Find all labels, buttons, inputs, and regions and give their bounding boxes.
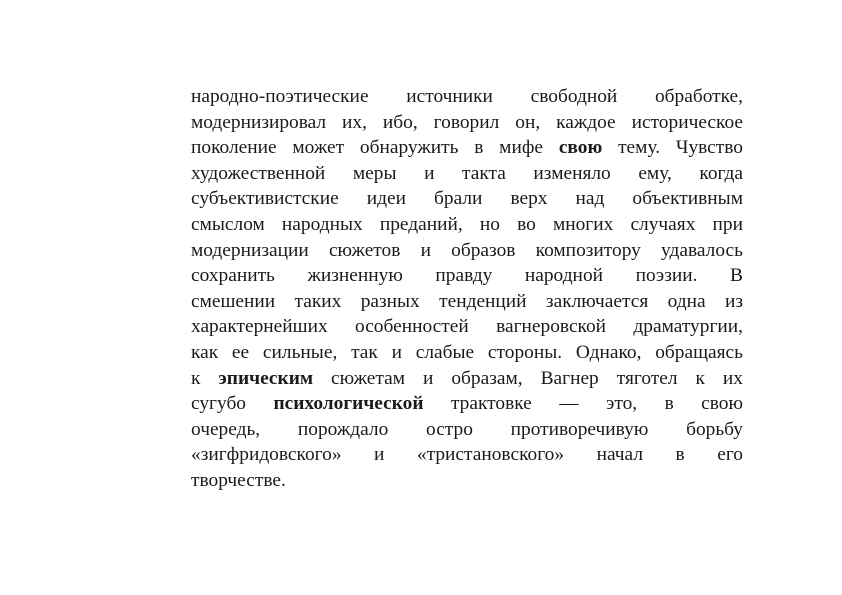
text-run: трактовке — это, в свою [423, 393, 743, 415]
text-run: к [191, 367, 219, 389]
text-line [191, 468, 743, 494]
text-line [191, 366, 743, 392]
text-line [191, 212, 743, 238]
text-run: сугубо [191, 393, 274, 415]
text-run: как ее сильные, так и слабые стороны. Однако, обращаясь [191, 341, 743, 363]
text-run: субъективистские идеи брали верх над объективным [191, 188, 743, 210]
text-line [191, 289, 743, 315]
text-line [191, 417, 743, 443]
text-line [191, 161, 743, 187]
text-line [191, 238, 743, 264]
text-run: смыслом народных преданий, но во многих случаях при [191, 213, 743, 235]
body-paragraph [191, 84, 743, 494]
bold-emphasis: свою [558, 137, 603, 159]
text-run: народно-поэтические источники свободной обработке, [191, 86, 743, 107]
text-run: очередь, порождало остро противоречивую борьбу [191, 418, 743, 440]
text-run: модернизации сюжетов и образов композитору удавалось [191, 239, 743, 261]
text-run: характернейших особенностей вагнеровской драматургии, [191, 316, 743, 338]
text-line [191, 340, 743, 366]
text-line [191, 84, 743, 110]
text-run: художественной меры и такта изменяло ему, когда [191, 162, 743, 184]
text-run: поколение может обнаружить в мифе [191, 137, 559, 159]
text-run: смешении таких разных тенденций заключается одна из [191, 290, 743, 312]
text-line [191, 263, 743, 289]
text-run: «зигфридовского» и «тристановского» начал в его [191, 444, 743, 466]
text-run: тему. Чувство [602, 137, 743, 159]
text-run: сохранить жизненную правду народной поэзии. В [191, 265, 743, 287]
text-run: модернизировал их, ибо, говорил он, каждое историческое [191, 111, 743, 133]
text-line [191, 314, 743, 340]
text-line [191, 110, 743, 136]
text-line [191, 186, 743, 212]
bold-emphasis: эпическим [218, 367, 314, 389]
text-run: сюжетам и образам, Вагнер тяготел к их [313, 367, 743, 389]
text-run: творчестве. [191, 469, 286, 491]
text-line [191, 135, 743, 161]
text-line [191, 442, 743, 468]
bold-emphasis: психологической [273, 393, 424, 415]
text-line [191, 391, 743, 417]
